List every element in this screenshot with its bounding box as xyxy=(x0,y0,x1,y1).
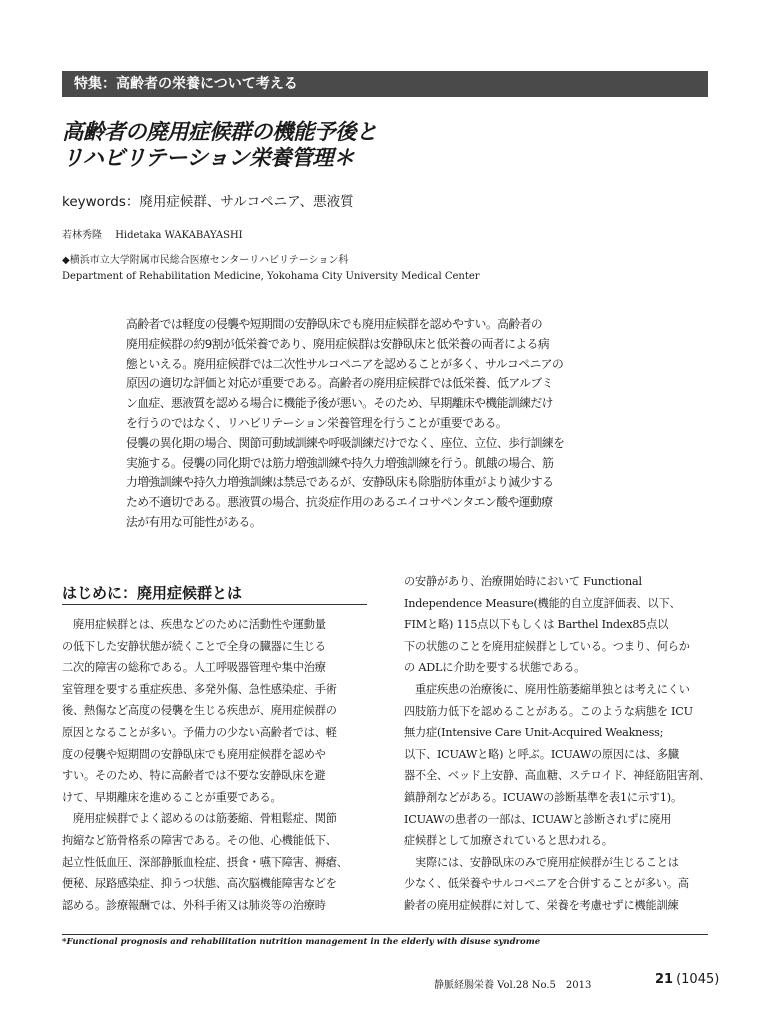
abstract-line: を行うのではなく、リハビリテーション栄養管理を行うことが重要である。 xyxy=(126,415,508,430)
footnote-rule xyxy=(62,934,708,935)
body-line: 以下、ICUAWと略) と呼ぶ。ICUAWの原因には、多臓 xyxy=(404,747,679,761)
abstract-line: 高齢者では軽度の侵襲や短期間の安静臥床でも廃用症候群を認めやすい。高齢者の xyxy=(126,317,543,331)
body-line: 拘縮など筋骨格系の障害である。その他、心機能低下、 xyxy=(62,833,337,847)
body-line: 少なく、低栄養やサルコペニアを合併することが多い。高 xyxy=(404,877,689,891)
page-number-main: 21 xyxy=(655,972,674,987)
abstract-line: 原因の適切な評価と対応が重要である。高齢者の廃用症候群では低栄養、低アルブミ xyxy=(126,376,553,391)
body-line: の低下した安静状態が続くことで全身の臓器に生じる xyxy=(62,639,326,653)
abstract-line: 法が有用な可能性がある。 xyxy=(126,514,261,529)
body-line: 鎮静剤などがある。ICUAWの診断基準を表1に示す1)。 xyxy=(404,790,682,804)
body-line: 器不全、ベッド上安静、高血糖、ステロイド、神経筋阻害剤、 xyxy=(404,769,711,783)
body-line: 廃用症候群とは、疾患などのために活動性や運動量 xyxy=(62,618,326,631)
abstract xyxy=(126,315,646,533)
body-line: 無力症(Intensive Care Unit-Acquired Weakness; xyxy=(404,726,664,740)
body-line: 便秘、尿路感染症、抑うつ状態、高次脳機能障害などを xyxy=(62,877,337,891)
keywords: keywords：廃用症候群、サルコペニア、悪液質 xyxy=(62,194,354,210)
affiliation xyxy=(62,253,480,285)
section-heading-rule xyxy=(62,604,367,605)
body-line: 重症疾患の治療後に、廃用性筋萎縮単独とは考えにくい xyxy=(404,682,690,696)
affiliation-en: Department of Rehabilitation Medicine, Yokohama City University Medical Center xyxy=(62,271,480,282)
journal-citation: 静脈経腸栄養 Vol.28 No.5 2013 xyxy=(434,980,592,991)
body-line: ICUAWの患者の一部は、ICUAWと診断されずに廃用 xyxy=(404,812,672,826)
abstract-line: 実施する。侵襲の同化期では筋力増強訓練や持久力増強訓練を行う。飢餓の場合、筋 xyxy=(126,455,554,470)
body-line: の安静があり、治療開始時において Functional xyxy=(404,575,642,588)
category-band xyxy=(62,71,708,97)
body-line: FIMと略) 115点以下もしくは Barthel Index85点以 xyxy=(404,618,669,632)
body-line: 室管理を要する重症疾患、多発外傷、急性感染症、手術 xyxy=(62,682,337,696)
author xyxy=(62,226,243,241)
body-column-left xyxy=(62,614,367,916)
abstract-line: 廃用症候群の約9割が低栄養であり、廃用症候群は安静臥床と低栄養の両者による病 xyxy=(126,336,550,351)
body-line: けて、早期離床を進めることが重要である。 xyxy=(62,790,282,804)
footnote: *Functional prognosis and rehabilitation nutrition management in the elderly with disuse syndrome xyxy=(62,937,541,947)
author-name-en: Hidetaka WAKABAYASHI xyxy=(115,230,243,241)
page-number-total: (1045) xyxy=(676,972,720,987)
body-line: 二次的障害の総称である。人工呼吸器管理や集中治療 xyxy=(62,661,326,675)
page-number xyxy=(655,972,719,987)
body-line: 認める。診療報酬では、外科手術又は肺炎等の治療時 xyxy=(62,898,326,912)
category-label: 特集：高齢者の栄養について考える xyxy=(74,76,298,92)
body-line: 原因となることが多い。予備力の少ない高齢者では、軽 xyxy=(62,725,337,739)
body-line: 実際には、安静臥床のみで廃用症候群が生じることは xyxy=(404,855,679,869)
abstract-line: 態といえる。廃用症候群では二次性サルコペニアを認めることが多く、サルコペニアの xyxy=(126,356,564,371)
article-title xyxy=(62,120,702,172)
affiliation-ja: ◆横浜市立大学附属市民総合医療センターリハビリテーション科 xyxy=(62,255,349,266)
body-line: 症候群として加療されていると思われる。 xyxy=(404,834,613,848)
abstract-line: 力増強訓練や持久力増強訓練は禁忌であるが、安静臥床も除脂肪体重がより減少する xyxy=(126,475,554,490)
author-name-ja: 若林秀隆 xyxy=(62,230,102,241)
title-line-1: 高齢者の廃用症候群の機能予後と xyxy=(62,120,378,145)
body-line: 四肢筋力低下を認めることがある。このような病態を ICU xyxy=(404,704,693,718)
body-line: すい。そのため、特に高齢者では不要な安静臥床を避 xyxy=(62,769,326,783)
body-line: 齢者の廃用症候群に対して、栄養を考慮せずに機能訓練 xyxy=(404,898,679,912)
body-line: 起立性低血圧、深部静脈血栓症、摂食・嚥下障害、褥瘡、 xyxy=(62,855,348,869)
body-line: 廃用症候群でよく認めるのは筋萎縮、骨粗鬆症、関節 xyxy=(62,812,337,826)
title-line-2: リハビリテーション栄養管理＊ xyxy=(62,146,355,171)
abstract-line: ン血症、悪液質を認める場合に機能予後が悪い。そのため、早期離床や機能訓練だけ xyxy=(126,396,553,411)
abstract-line: 侵襲の異化期の場合、関節可動域訓練や呼吸訓練だけでなく、座位、立位、歩行訓練を xyxy=(126,435,565,450)
body-line: 度の侵襲や短期間の安静臥床でも廃用症候群を認めや xyxy=(62,747,326,761)
body-line: 後、熱傷など高度の侵襲を生じる疾患が、廃用症候群の xyxy=(62,704,337,718)
body-line: Independence Measure(機能的自立度評価表、以下、 xyxy=(404,596,681,610)
body-column-right xyxy=(404,571,712,917)
abstract-line: ため不適切である。悪液質の場合、抗炎症作用のあるエイコサペンタエン酸や運動療 xyxy=(126,495,553,510)
body-line: の ADLに介助を要する状態である。 xyxy=(404,661,586,675)
body-line: 下の状態のことを廃用症候群としている。つまり、何らか xyxy=(404,639,690,653)
section-heading: はじめに：廃用症候群とは xyxy=(62,584,243,602)
